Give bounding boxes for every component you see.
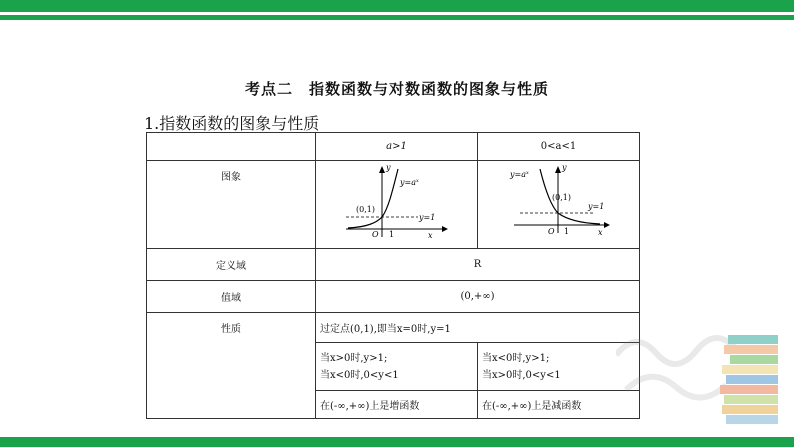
graph-label xyxy=(147,161,316,249)
gt1-cases-cell xyxy=(316,343,478,391)
properties-label-text: 性质 xyxy=(221,324,241,335)
book-2 xyxy=(724,345,778,354)
graph-cell-gt1 xyxy=(316,161,478,249)
subsection-title: 1.指数函数的图象与性质 xyxy=(144,114,320,133)
curve-label-exp: x xyxy=(525,170,529,176)
properties-label xyxy=(147,313,316,419)
exponential-properties-table xyxy=(146,132,640,419)
range-value: (0,+∞) xyxy=(316,281,640,313)
bottom-green-band xyxy=(0,437,794,447)
domain-label: 定义域 xyxy=(147,249,316,281)
faint-calligraphy-watermark xyxy=(616,338,736,398)
curve-label-base: y=a xyxy=(509,170,526,179)
point-label: (0,1) xyxy=(551,193,571,202)
graph-cell-lt1 xyxy=(478,161,640,249)
origin-label: O xyxy=(547,227,555,236)
book-8 xyxy=(722,405,778,414)
graph-increasing xyxy=(342,163,452,241)
x-label: x xyxy=(597,228,603,237)
graph-label-text: 图象 xyxy=(221,172,241,183)
curve-label-base: y=a xyxy=(399,178,416,187)
curve-label xyxy=(509,170,529,179)
lt1-case-2: 当x>0时,0<y<1 xyxy=(482,369,561,381)
book-4 xyxy=(722,365,778,374)
point-label: (0,1) xyxy=(355,205,375,214)
section-title: 考点二 指数函数与对数函数的图象与性质 xyxy=(244,80,549,98)
gt1-case-2: 当x<0时,0<y<1 xyxy=(320,369,399,381)
gt1-case-1: 当x>0时,y>1; xyxy=(320,352,388,364)
line-label: y=1 xyxy=(418,213,435,222)
line-label: y=1 xyxy=(587,202,604,211)
exp-curve xyxy=(348,169,398,228)
book-5 xyxy=(726,375,778,384)
top-band-stripe xyxy=(0,12,794,15)
book-9 xyxy=(726,415,778,424)
gt1-monotonic-text: 在(-∞,+∞)上是增函数 xyxy=(320,401,420,412)
header-a-gt-1: a>1 xyxy=(316,133,478,161)
book-6 xyxy=(720,385,778,394)
x-axis-arrow xyxy=(604,222,610,228)
y-label: y xyxy=(561,163,567,172)
graph-decreasing xyxy=(504,163,614,241)
y-axis-arrow xyxy=(555,166,561,173)
origin-label: O xyxy=(371,230,379,239)
fixed-point-text: 过定点(0,1),即当x=0时,y=1 xyxy=(320,324,451,335)
x-axis-arrow xyxy=(442,226,448,232)
lt1-monotonic-text: 在(-∞,+∞)上是减函数 xyxy=(482,401,582,412)
y-label: y xyxy=(385,163,391,172)
top-green-band xyxy=(0,0,794,20)
y-axis-arrow xyxy=(379,166,385,173)
header-a-lt-1: 0<a<1 xyxy=(478,133,640,161)
book-7 xyxy=(724,395,778,404)
fixed-point-cell xyxy=(316,313,640,343)
one-label: 1 xyxy=(563,227,569,236)
curve-label-exp: x xyxy=(415,178,419,184)
x-label: x xyxy=(427,231,433,240)
book-3 xyxy=(730,355,778,364)
header-empty-cell xyxy=(147,133,316,161)
one-label: 1 xyxy=(388,230,394,239)
domain-value: R xyxy=(316,249,640,281)
lt1-case-1: 当x<0时,y>1; xyxy=(482,352,550,364)
book-1 xyxy=(728,335,778,344)
curve-label xyxy=(399,178,419,187)
books-decoration xyxy=(616,325,786,435)
range-label: 值域 xyxy=(147,281,316,313)
gt1-monotonic-cell xyxy=(316,391,478,419)
